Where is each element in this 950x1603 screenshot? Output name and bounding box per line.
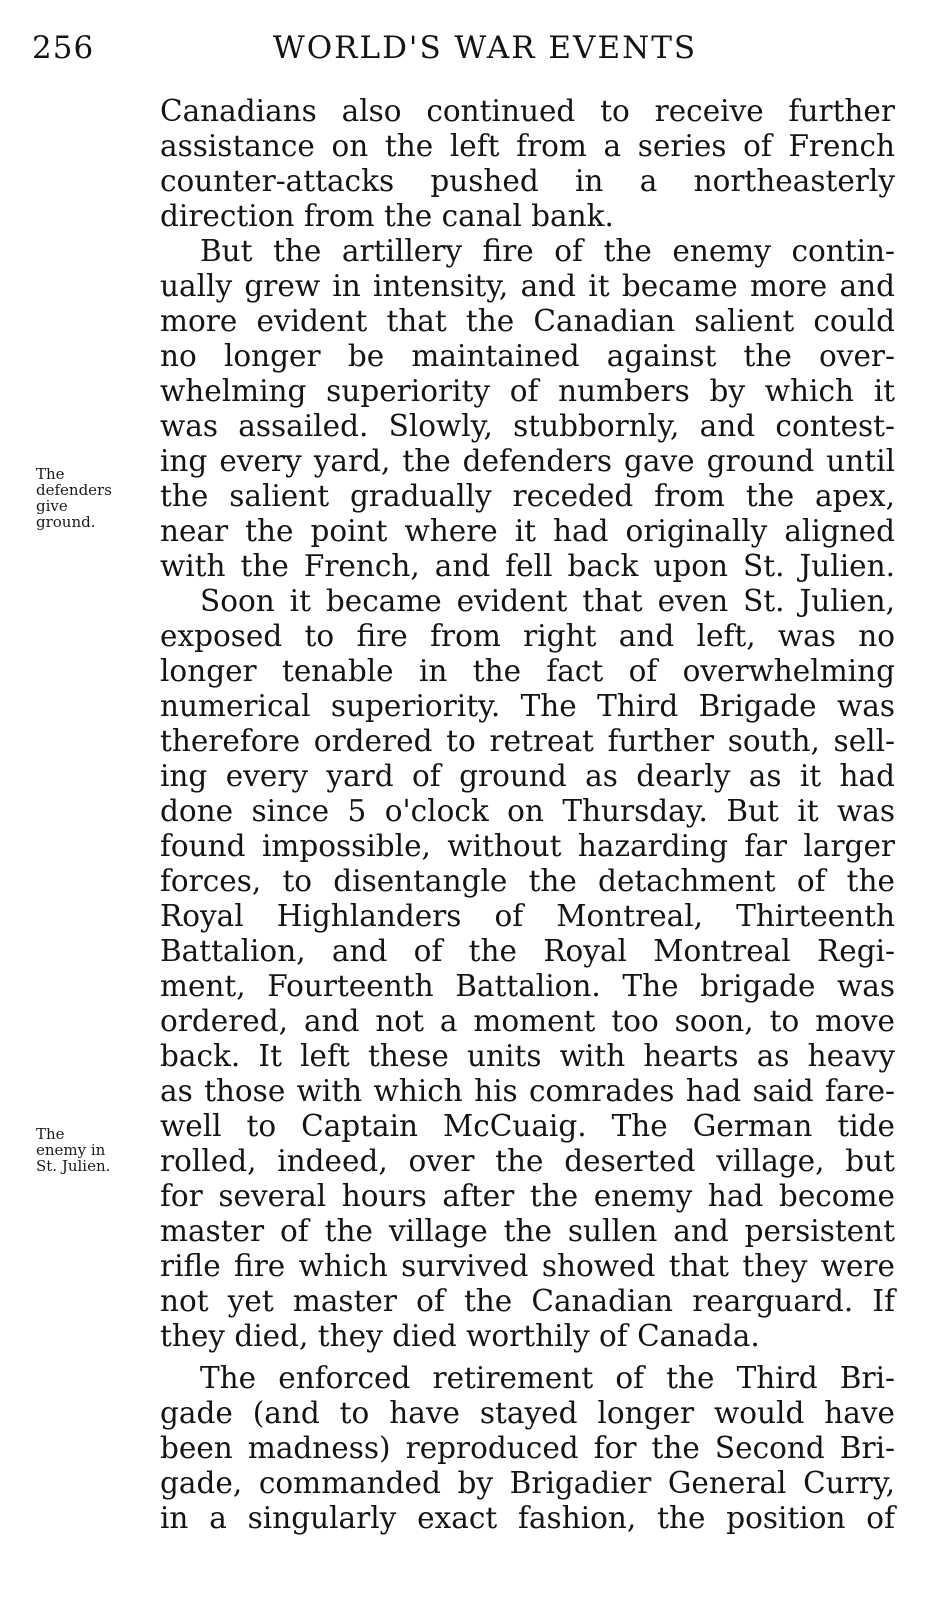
body-text-line: numerical superiority. The Third Brigade was (160, 689, 895, 723)
body-text-line: back. It left these units with hearts as heavy (160, 1039, 895, 1073)
body-text-line: ually grew in intensity, and it became more and (160, 269, 895, 303)
body-text-line: done since 5 o'clock on Thursday. But it was (160, 794, 895, 828)
marginal-note-line: St. Julien. (36, 1157, 111, 1175)
body-text-line: direction from the canal bank. (160, 199, 614, 233)
body-text-line: with the French, and fell back upon St. Julien. (160, 549, 895, 583)
body-text-line: assistance on the left from a series of French (160, 129, 895, 163)
body-text-line: forces, to disentangle the detachment of the (160, 864, 895, 898)
body-text-line: But the artillery fire of the enemy contin- (200, 234, 895, 268)
body-text-line: rifle fire which survived showed that they were (160, 1249, 895, 1283)
body-text-line: Soon it became evident that even St. Julien, (200, 584, 895, 618)
body-text-line: The enforced retirement of the Third Bri- (200, 1361, 895, 1395)
marginal-note-line: defenders (36, 481, 112, 499)
body-text-line: ment, Fourteenth Battalion. The brigade was (160, 969, 895, 1003)
marginal-note-line: enemy in (36, 1141, 106, 1159)
body-text-line: was assailed. Slowly, stubbornly, and contest- (160, 409, 895, 443)
body-text-line: ing every yard, the defenders gave ground until (160, 444, 895, 478)
body-text-line: ing every yard of ground as dearly as it had (160, 759, 895, 793)
body-text-line: they died, they died worthily of Canada. (160, 1319, 760, 1353)
body-text-line: exposed to fire from right and left, was no (160, 619, 895, 653)
body-text-line: no longer be maintained against the over- (160, 339, 895, 373)
body-text-line: been madness) reproduced for the Second Bri- (160, 1431, 895, 1465)
body-text-line: therefore ordered to retreat further south, sell- (160, 724, 895, 758)
body-text-line: master of the village the sullen and persistent (160, 1214, 895, 1248)
marginal-note-line: The (36, 465, 65, 483)
body-text-line: as those with which his comrades had said fare- (160, 1074, 895, 1108)
marginal-note-enemy-in-st-julien (36, 1126, 110, 1174)
body-text-line: not yet master of the Canadian rearguard. If (160, 1284, 895, 1318)
body-text-line: ordered, and not a moment too soon, to move (160, 1004, 895, 1038)
marginal-note-line: ground. (36, 513, 96, 531)
body-text-line: Canadians also continued to receive further (160, 94, 895, 128)
body-text-line: longer tenable in the fact of overwhelming (160, 654, 895, 688)
body-text-line: more evident that the Canadian salient could (160, 304, 895, 338)
body-text-line: the salient gradually receded from the apex, (160, 479, 895, 513)
running-head: WORLD'S WAR EVENTS (272, 30, 698, 66)
marginal-note-defenders-give-ground (36, 466, 112, 530)
body-text-line: Royal Highlanders of Montreal, Thirteenth (160, 899, 895, 933)
marginal-note-line: The (36, 1125, 65, 1143)
body-text-line: gade, commanded by Brigadier General Curry, (160, 1466, 895, 1500)
body-text-line: gade (and to have stayed longer would have (160, 1396, 895, 1430)
body-text-line: found impossible, without hazarding far larger (160, 829, 895, 863)
page-number: 256 (32, 30, 95, 66)
page-header (32, 30, 898, 70)
body-text-line: rolled, indeed, over the deserted village, but (160, 1144, 895, 1178)
body-text-line: for several hours after the enemy had become (160, 1179, 895, 1213)
body-text-line: in a singularly exact fashion, the position of (160, 1501, 895, 1535)
body-text-line: well to Captain McCuaig. The German tide (160, 1109, 895, 1143)
body-text-line: whelming superiority of numbers by which it (160, 374, 895, 408)
marginal-note-line: give (36, 497, 68, 515)
body-text-line: counter-attacks pushed in a northeasterly (160, 164, 895, 198)
body-text-line: Battalion, and of the Royal Montreal Regi- (160, 934, 895, 968)
body-text-line: near the point where it had originally aligned (160, 514, 895, 548)
